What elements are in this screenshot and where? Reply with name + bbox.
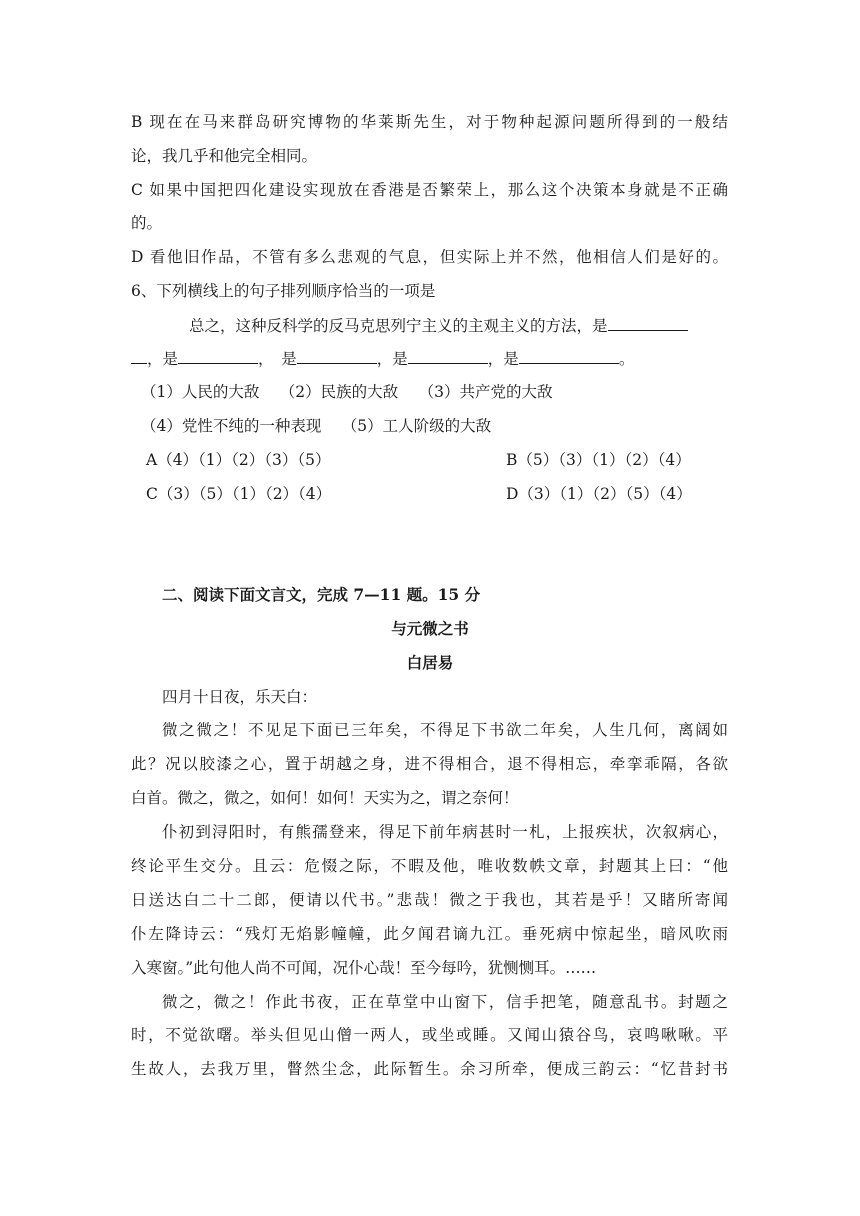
q6-sep-d: ，是 xyxy=(487,350,519,368)
q6-sentence-start: 总之，这种反科学的反马克思列宁主义的主观主义的方法，是 xyxy=(189,317,608,335)
answer-blank-4[interactable] xyxy=(408,347,488,364)
q6-sep-c: ，是 xyxy=(376,350,408,368)
section2-heading: 二、阅读下面文言文，完成 7—11 题。15 分 xyxy=(162,585,481,604)
passage-p1-line2: 此？况以胶漆之心，置于胡越之身，进不得相合，退不得相忘，牵挛乖隔，各欲 xyxy=(131,755,728,773)
answer-blank-1-cont[interactable] xyxy=(131,347,147,364)
passage-title: 与元微之书 xyxy=(391,619,469,638)
q6-sentence-line1 xyxy=(189,314,688,337)
q5-option-c-line2: 的。 xyxy=(131,214,163,232)
passage-p2-line2: 终论平生交分。且云：危惙之际，不暇及他，唯收数帙文章，封题其上曰：“他 xyxy=(131,857,728,875)
passage-p3-line3: 生故人，去我万里，瞥然尘念，此际暂生。余习所牵，便成三韵云：“忆昔封书 xyxy=(131,1060,728,1078)
q6-items-row1: （1）人民的大敌 （2）民族的大敌 （3）共产党的大敌 xyxy=(141,383,553,401)
passage-p2-line5: 入寒窗。”此句他人尚不可闻，况仆心哉！至今每吟，犹恻恻耳。…… xyxy=(131,959,597,977)
q5-option-d-line1: D 看他旧作品，不管有多么悲观的气息，但实际上并不然，他相信人们是好的。 xyxy=(131,248,728,266)
answer-blank-1[interactable] xyxy=(608,314,688,331)
q6-sentence-end: 。 xyxy=(618,350,635,368)
answer-blank-3[interactable] xyxy=(297,347,377,364)
answer-blank-5[interactable] xyxy=(519,347,619,364)
q5-option-b-line2: 论，我几乎和他完全相同。 xyxy=(131,147,318,165)
q6-choice-b[interactable]: B（5）（3）（1）（2）（4） xyxy=(506,451,691,469)
passage-p3-line1: 微之，微之！作此书夜，正在草堂中山窗下，信手把笔，随意乱书。封题之 xyxy=(162,993,728,1011)
q5-option-b-line1: B 现在在马来群岛研究博物的华莱斯先生，对于物种起源问题所得到的一般结 xyxy=(131,113,728,131)
passage-p3-line2: 时，不觉欲曙。举头但见山僧一两人，或坐或睡。又闻山猿谷鸟，哀鸣啾啾。平 xyxy=(131,1026,728,1044)
q6-choice-d[interactable]: D（3）（1）（2）（5）（4） xyxy=(506,485,692,503)
q6-choice-c[interactable]: C（3）（5）（1）（2）（4） xyxy=(146,485,332,503)
answer-blank-2[interactable] xyxy=(178,347,258,364)
q6-question: 6、下列横线上的句子排列顺序恰当的一项是 xyxy=(131,282,436,300)
passage-p1-line1: 微之微之！不见足下面已三年矣，不得足下书欲二年矣，人生几何，离阔如 xyxy=(162,721,728,739)
passage-date-line: 四月十日夜，乐天白： xyxy=(162,688,318,706)
q6-sep-a: ，是 xyxy=(147,350,179,368)
q6-items-row2: （4）党性不纯的一种表现 （5）工人阶级的大敌 xyxy=(141,417,492,435)
q6-choice-a[interactable]: A（4）（1）（2）（3）（5） xyxy=(146,451,331,469)
passage-p2-line1: 仆初到浔阳时，有熊孺登来，得足下前年病甚时一札，上报疾状，次叙病心， xyxy=(162,823,728,841)
passage-p2-line3: 日送达白二十二郎，便请以代书。”悲哉！微之于我也，其若是乎！又睹所寄闻 xyxy=(131,891,728,909)
passage-p2-line4: 仆左降诗云：“残灯无焰影幢幢，此夕闻君谪九江。垂死病中惊起坐，暗风吹雨 xyxy=(131,925,728,943)
passage-p1-line3: 白首。微之，微之，如何！如何！天实为之，谓之奈何！ xyxy=(131,789,519,807)
q5-option-c-line1: C 如果中国把四化建设实现放在香港是否繁荣上，那么这个决策本身就是不正确 xyxy=(131,181,728,199)
q6-sentence-line2 xyxy=(131,347,634,370)
q6-sep-b: ， 是 xyxy=(258,350,297,368)
passage-author: 白居易 xyxy=(406,653,454,672)
